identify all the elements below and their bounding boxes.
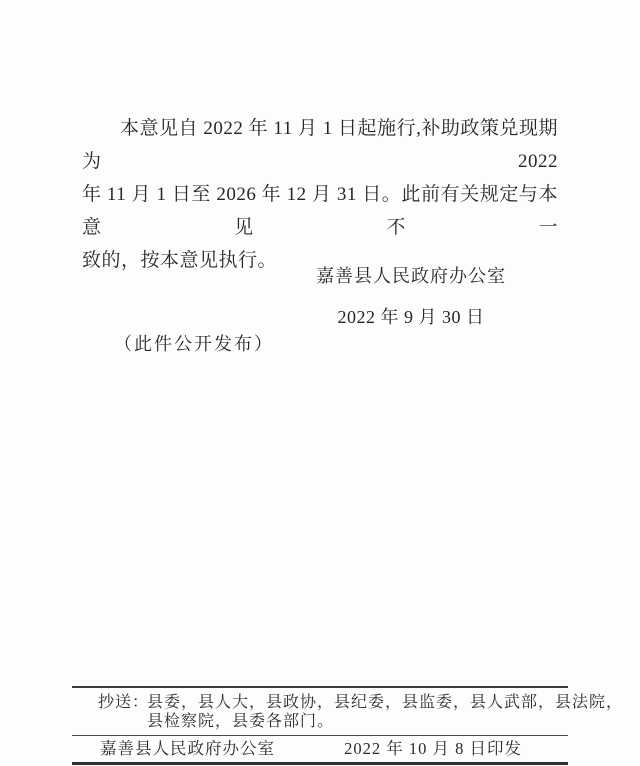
body-line-1: 本意见自 2022 年 11 月 1 日起施行,补助政策兑现期为 2022 (82, 118, 558, 172)
print-date: 2022 年 10 月 8 日印发 (344, 739, 522, 758)
signature-date: 2022 年 9 月 30 日 (337, 307, 485, 327)
issuer-row (72, 736, 568, 762)
cc-line-1: 县委，县人大，县政协，县纪委，县监委，县人武部，县法院， (147, 694, 624, 711)
cc-line-2: 县检察院，县委各部门。 (147, 713, 335, 730)
cc-label: 抄送： (98, 694, 150, 711)
footer-rule-bottom (72, 762, 568, 765)
signature-block (306, 262, 516, 329)
issuer-name: 嘉善县人民政府办公室 (100, 739, 275, 758)
body-line-3: 致的，按本意见执行。 (82, 250, 278, 271)
body-line-2: 年 11 月 1 日至 2026 年 12 月 31 日。此前有关规定与本意见不一 (82, 184, 558, 238)
signature-org: 嘉善县人民政府办公室 (316, 266, 506, 286)
footer (72, 686, 624, 765)
public-release-note: （此件公开发布） (114, 334, 274, 354)
body-paragraph (82, 112, 558, 277)
cc-section (72, 688, 624, 735)
